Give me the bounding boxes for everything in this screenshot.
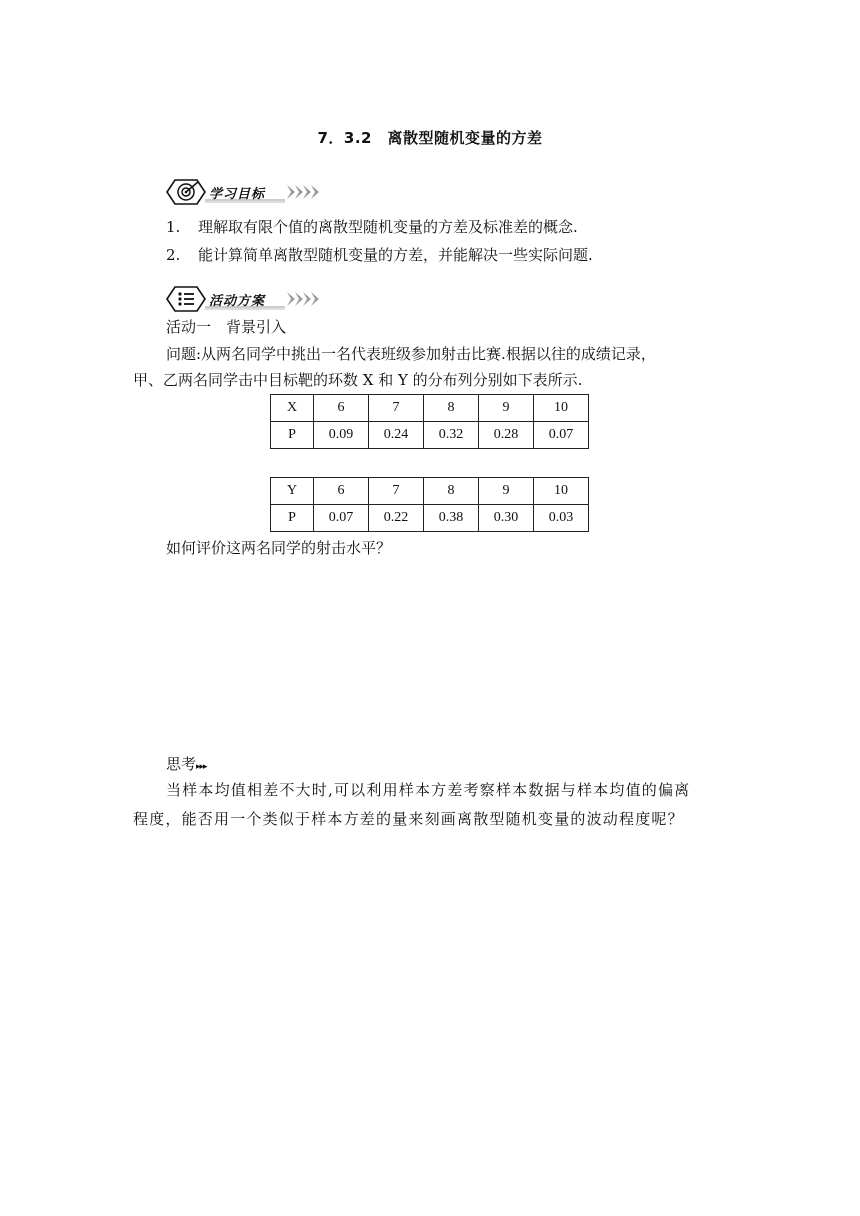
- table-row: [271, 395, 589, 422]
- table-cell: 8: [424, 395, 479, 422]
- distribution-table-x: [270, 394, 589, 449]
- objective-item: [166, 245, 593, 265]
- table-cell: 10: [534, 478, 589, 505]
- think-line-2: 程度，能否用一个类似于样本方差的量来刻画离散型随机变量的波动程度呢？: [133, 810, 684, 828]
- activity-label: 活动方案: [209, 294, 266, 309]
- table-cell: 6: [314, 478, 369, 505]
- table-cell: 0.32: [424, 422, 479, 449]
- table-cell: 0.22: [369, 505, 424, 532]
- table-row: [271, 422, 589, 449]
- table-cell: Y: [271, 478, 314, 505]
- table-cell: 0.03: [534, 505, 589, 532]
- table-cell: 10: [534, 395, 589, 422]
- objective-item: [166, 217, 578, 237]
- objective-text: 能计算简单离散型随机变量的方差，并能解决一些实际问题.: [198, 246, 593, 264]
- table-cell: P: [271, 505, 314, 532]
- objective-number: 2.: [166, 246, 181, 264]
- table-cell: X: [271, 395, 314, 422]
- table-cell: 7: [369, 395, 424, 422]
- evaluation-prompt: 如何评价这两名同学的射击水平？: [166, 539, 392, 557]
- table-cell: 0.28: [479, 422, 534, 449]
- table-cell: 8: [424, 478, 479, 505]
- objective-number: 1.: [166, 218, 181, 236]
- table-row: [271, 505, 589, 532]
- objectives-banner: [163, 178, 323, 206]
- table-cell: 0.38: [424, 505, 479, 532]
- table-cell: P: [271, 422, 314, 449]
- table-row: [271, 478, 589, 505]
- think-paragraph: [133, 776, 733, 834]
- question-line-2: 甲、乙两名同学击中目标靶的环数 X 和 Y 的分布列分别如下表所示.: [133, 371, 583, 389]
- page-title: 7．3.2 离散型随机变量的方差: [317, 129, 543, 147]
- table-cell: 0.07: [314, 505, 369, 532]
- objective-text: 理解取有限个值的离散型随机变量的方差及标准差的概念.: [198, 218, 578, 236]
- table-cell: 0.24: [369, 422, 424, 449]
- think-heading: [166, 754, 207, 777]
- table-cell: 7: [369, 478, 424, 505]
- table-cell: 0.09: [314, 422, 369, 449]
- think-line-1: 当样本均值相差不大时,可以利用样本方差考察样本数据与样本均值的偏离: [166, 781, 691, 799]
- triple-arrow-icon: ▸▸▸: [196, 762, 207, 772]
- distribution-table-y: [270, 477, 589, 532]
- table-cell: 0.07: [534, 422, 589, 449]
- objectives-label: 学习目标: [209, 187, 266, 202]
- table-cell: 0.30: [479, 505, 534, 532]
- think-label: 思考: [166, 755, 197, 773]
- activity-banner: [163, 285, 323, 313]
- table-cell: 9: [479, 478, 534, 505]
- question-line-1: 问题:从两名同学中挑出一名代表班级参加射击比赛.根据以往的成绩记录，: [166, 345, 656, 363]
- activity-heading: 活动一 背景引入: [166, 318, 287, 336]
- table-cell: 6: [314, 395, 369, 422]
- table-cell: 9: [479, 395, 534, 422]
